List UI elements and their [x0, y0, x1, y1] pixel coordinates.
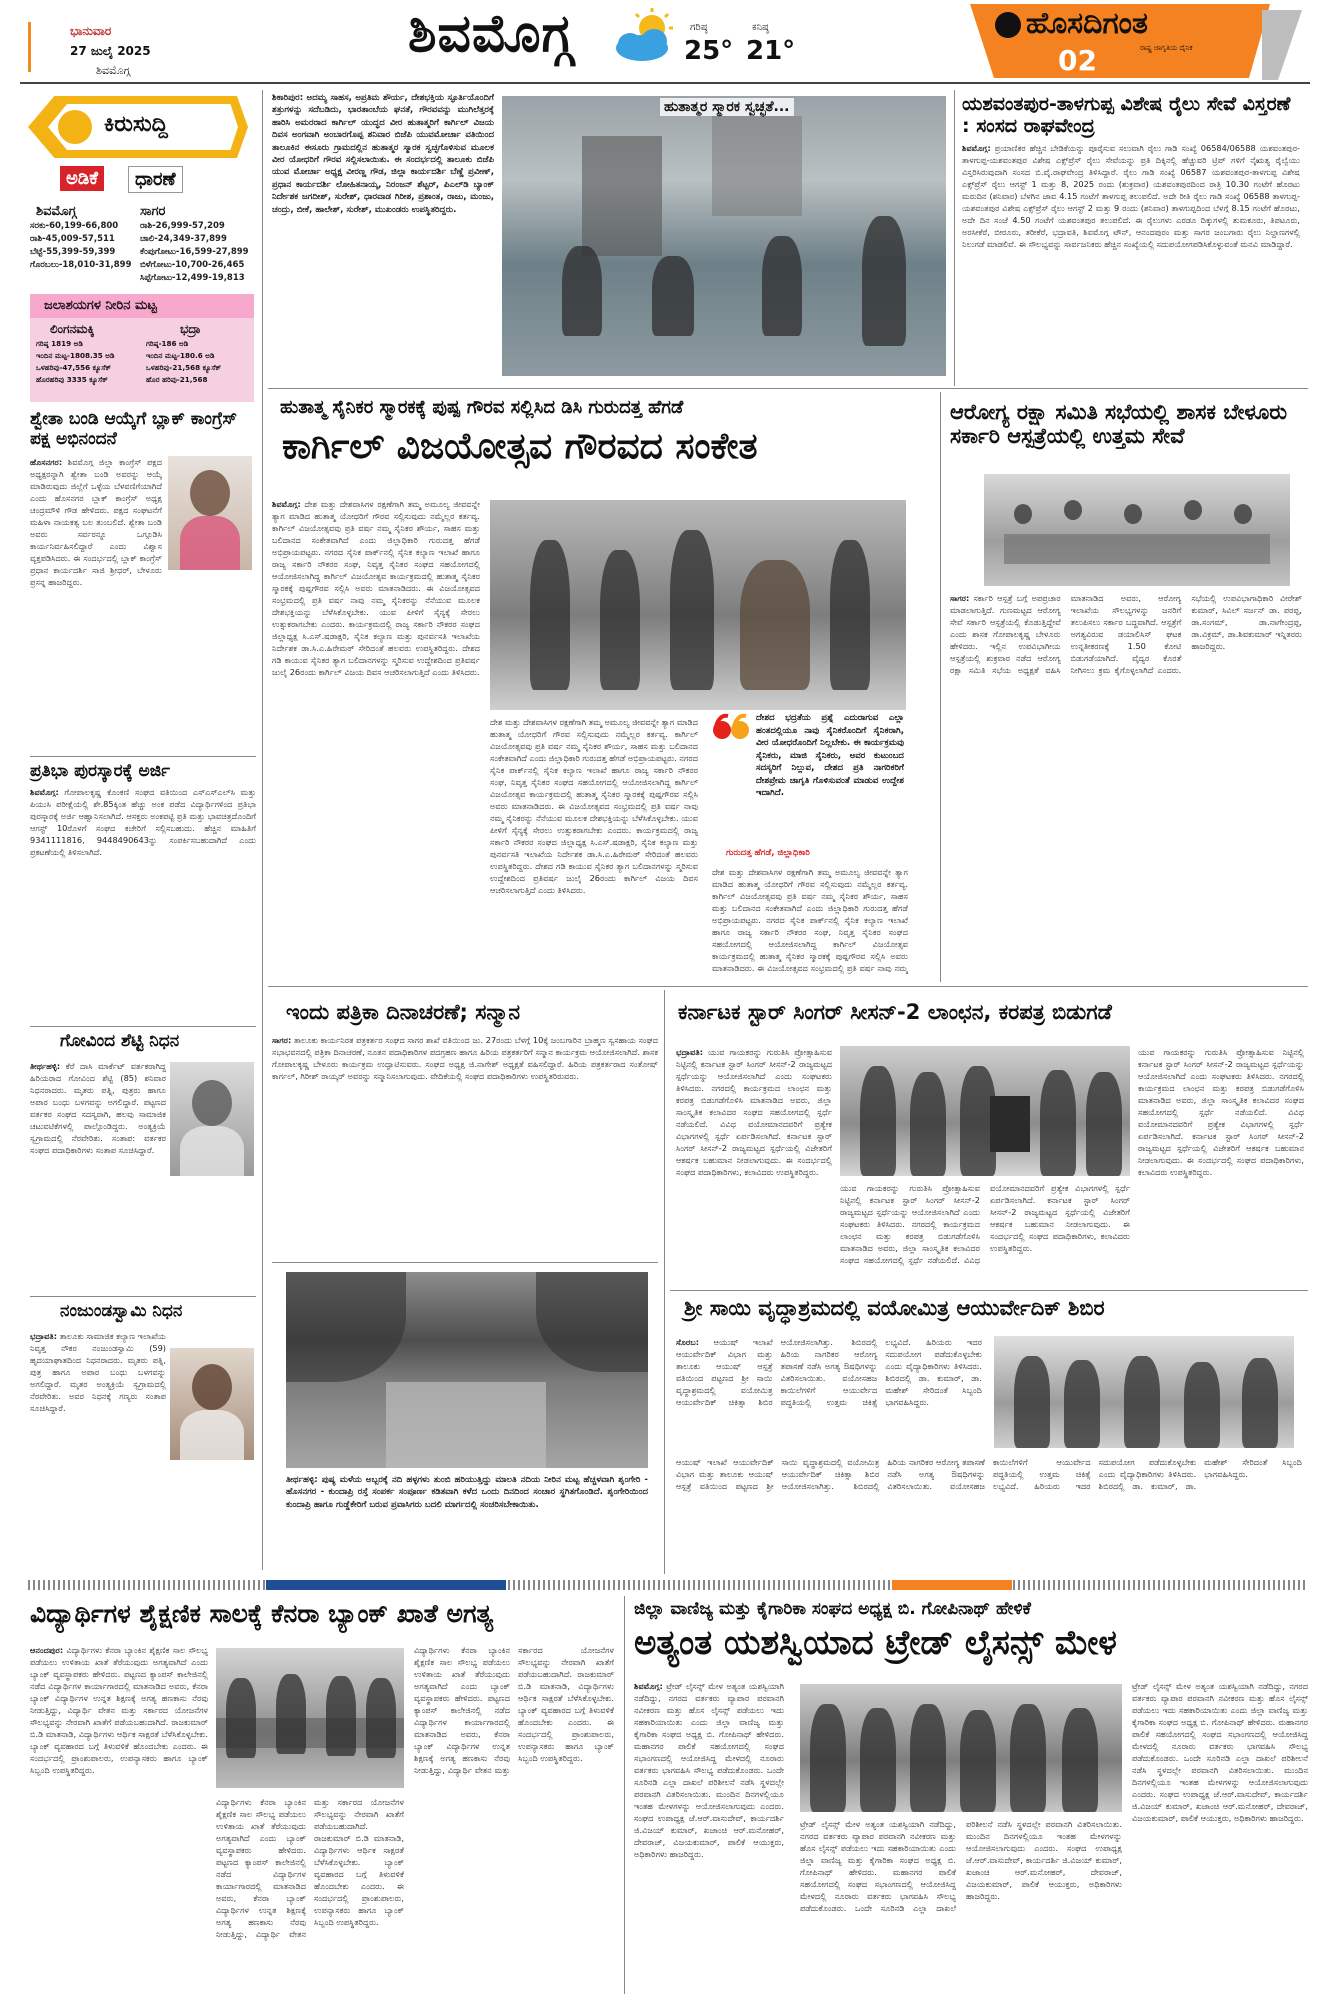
column-rule — [624, 1596, 625, 1994]
kargil-headline: ಕಾರ್ಗಿಲ್ ವಿಜಯೋತ್ಸವ ಗೌರವದ ಸಂಕೇತ — [282, 426, 758, 467]
singer-dateline: ಭದ್ರಾವತಿ: — [676, 1047, 704, 1057]
market-right-title: ಸಾಗರ — [140, 204, 166, 219]
ayurveda-text: ಆಯುಷ್ ಇಲಾಖೆ ಆಯುರ್ವೇದಿಕ್ ವಿಭಾಗ ಮತ್ತು ತಾಲೂಕು ಆಯುಷ್ ಆಸ್ಪತ್ರೆ ವತಿಯಿಂದ ಪಟ್ಟಣದ ಶ್ರೀ ಸಾಯಿ ವೃದ್ಧಾಶ್ರಮದಲ್ಲಿ ವಯೋಮಿತ್ರ ಆಯುರ್ವೇದಿಕ್ ಚಿಕಿತ್ಸಾ ಶಿಬಿರ ಆಯೋಜಿಸಲಾಗಿತ್ತು. ಶಿಬಿರದಲ್ಲಿ ಹಿರಿಯ ನಾಗರಿಕರ ಆರೋಗ್ಯ ತಪಾಸಣೆ ನಡೆಸಿ ಅಗತ್ಯ ಔಷಧಿಗಳನ್ನು ವಿತರಿಸಲಾಯಿತು. ವಯೋಸಹಜ ಕಾಯಿಲೆಗಳಿಗೆ ಆಯುರ್ವೇದ ಪದ್ಧತಿಯಲ್ಲಿ ಉತ್ತಮ ಚಿಕಿತ್ಸೆ ಲಭ್ಯವಿದೆ. ಹಿರಿಯರು ಇದರ ಸದುಪಯೋಗ ಪಡೆದುಕೊಳ್ಳಬೇಕು ಎಂದು ವೈದ್ಯಾಧಿಕಾರಿಗಳು ತಿಳಿಸಿದರು. ಶಿಬಿರದಲ್ಲಿ ಡಾ. ಕುಮಾರ್, ಡಾ. ಮಹೇಶ್ ಸೇರಿದಂತೆ ಸಿಬ್ಬಂದಿ ಭಾಗವಹಿಸಿದ್ದರು. — [676, 1337, 982, 1407]
column-rule — [664, 990, 665, 1574]
memorial-cleaning-photo — [502, 96, 946, 376]
rate-right-2: ಕೆಂಪುಗೋಟು-16,599-27,899 — [140, 247, 249, 257]
min-temp: 21° — [746, 36, 796, 66]
kargil-body-col2 — [490, 716, 698, 974]
patrika-dateline: ಸಾಗರ: — [272, 1035, 292, 1045]
hospital-meeting-photo — [984, 474, 1290, 586]
kargil-text-cont: ದೇಶ ಮತ್ತು ದೇಶವಾಸಿಗಳ ರಕ್ಷಣೆಗಾಗಿ ತಮ್ಮ ಅಮೂಲ್ಯ ಜೀವವನ್ನೇ ತ್ಯಾಗ ಮಾಡಿದ ಹುತಾತ್ಮ ಯೋಧರಿಗೆ ಗೌರವ ಸಲ್ಲಿಸುವುದು ನಮ್ಮೆಲ್ಲರ ಕರ್ತವ್ಯ. ಕಾರ್ಗಿಲ್ ವಿಜಯೋತ್ಸವವು ಪ್ರತಿ ವರ್ಷ ನಮ್ಮ ಸೈನಿಕರ ಶೌರ್ಯ, ಸಾಹಸ ಮತ್ತು ಬಲಿದಾನದ ಸಂಕೇತವಾಗಿದೆ ಎಂದು ಜಿಲ್ಲಾಧಿಕಾರಿ ಗುರುದತ್ತ ಹೆಗಡೆ ಅಭಿಪ್ರಾಯಪಟ್ಟರು. ನಗರದ ಸೈನಿಕ ಪಾರ್ಕ್‌ನಲ್ಲಿ ಸೈನಿಕ ಕಲ್ಯಾಣ ಇಲಾಖೆ ಹಾಗೂ ರಾಜ್ಯ ಸರ್ಕಾರಿ ನೌಕರರ ಸಂಘ, ನಿವೃತ್ತ ಸೈನಿಕರ ಸಂಘದ ಸಹಯೋಗದಲ್ಲಿ ಆಯೋಜಿಸಲಾಗಿದ್ದ ಕಾರ್ಗಿಲ್ ವಿಜಯೋತ್ಸವ ಕಾರ್ಯಕ್ರಮದಲ್ಲಿ ಹುತಾತ್ಮ ಸೈನಿಕರ ಸ್ಮಾರಕಕ್ಕೆ ಪುಷ್ಪಗೌರವ ಸಲ್ಲಿಸಿ ಅವರು ಮಾತನಾಡಿದರು. ಈ ವಿಜಯೋತ್ಸವದ ಸಂಭ್ರಮದಲ್ಲಿ ಪ್ರತಿ ವರ್ಷ ನಾವು ನಮ್ಮ ಸೈನಿಕರನ್ನು ನೆನೆಯುವ ಮೂಲಕ ದೇಶಭಕ್ತಿಯನ್ನು ಬೆಳೆಸಿಕೊಳ್ಳಬೇಕು. ಯುವ ಪೀಳಿಗೆ ಸೈನ್ಯಕ್ಕೆ ಸೇರಲು ಉತ್ಸುಕರಾಗಬೇಕು ಎಂದರು. ಕಾರ್ಯಕ್ರಮದಲ್ಲಿ ರಾಜ್ಯ ಸರ್ಕಾರಿ ನೌಕರರ ಸಂಘದ ಜಿಲ್ಲಾಧ್ಯಕ್ಷ ಸಿ.ಎಸ್.ಷಡಾಕ್ಷರಿ, ಸೈನಿಕ ಕಲ್ಯಾಣ ಮತ್ತು ಪುನರ್ವಸತಿ ಇಲಾಖೆಯ ನಿರ್ದೇಶಕ ಡಾ.ಸಿ.ಎ.ಹಿರೇಮಠ್ ಸೇರಿದಂತೆ ಹಲವರು ಉಪಸ್ಥಿತರಿದ್ದರು. ದೇಶದ ಗಡಿ ಕಾಯುವ ಸೈನಿಕರ ತ್ಯಾಗ ಬಲಿದಾನಗಳನ್ನು ಸ್ಮರಿಸುವ ಉದ್ದೇಶದಿಂದ ಪ್ರತಿವರ್ಷ ಜುಲೈ 26ರಂದು ಕಾರ್ಗಿಲ್ ವಿಜಯ ದಿವಸ ಆಚರಿಸಲಾಗುತ್ತಿದೆ ಎಂದು ತಿಳಿಸಿದರು. — [490, 717, 698, 895]
masthead-date: 27 ಜುಲೈ 2025 — [70, 44, 151, 58]
dam1-name: ಲಿಂಗನಮಕ್ಕಿ — [50, 322, 95, 336]
shweta-body — [30, 456, 162, 624]
rule — [670, 1290, 1308, 1291]
ayurveda-headline: ಶ್ರೀ ಸಾಯಿ ವೃದ್ಧಾಶ್ರಮದಲ್ಲಿ ವಯೋಮಿತ್ರ ಆಯುರ್ವೇದಿಕ್ ಶಿಬಿರ — [684, 1296, 1105, 1320]
column-rule — [262, 90, 263, 1570]
canara-text: ವಿದ್ಯಾರ್ಥಿಗಳು ಕೆನರಾ ಬ್ಯಾಂಕಿನ ಶೈಕ್ಷಣಿಕ ಸಾಲ ಸೌಲಭ್ಯ ಪಡೆಯಲು ಉಳಿತಾಯ ಖಾತೆ ತೆರೆಯುವುದು ಅಗತ್ಯವಾಗಿದೆ ಎಂದು ಬ್ಯಾಂಕ್ ವ್ಯವಸ್ಥಾಪಕರು ಹೇಳಿದರು. ಪಟ್ಟಣದ ಕ್ಯಾಂಪಸ್ ಕಾಲೇಜಿನಲ್ಲಿ ನಡೆದ ವಿದ್ಯಾರ್ಥಿಗಳ ಕಾರ್ಯಾಗಾರದಲ್ಲಿ ಮಾತನಾಡಿದ ಅವರು, ಕೆನರಾ ಬ್ಯಾಂಕ್ ವಿದ್ಯಾರ್ಥಿಗಳ ಉನ್ನತ ಶಿಕ್ಷಣಕ್ಕೆ ಅಗತ್ಯ ಹಣಕಾಸು ನೆರವು ನೀಡುತ್ತಿದ್ದು, ವಿದ್ಯಾರ್ಥಿ ವೇತನ ಮತ್ತು ಸರ್ಕಾರದ ಯೋಜನೆಗಳ ಸೌಲಭ್ಯವನ್ನು ನೇರವಾಗಿ ಖಾತೆಗೆ ಪಡೆಯಬಹುದಾಗಿದೆ. ರಾಜಕುಮಾರ್ ಬಿ.ಡಿ ಮಾತನಾಡಿ, ವಿದ್ಯಾರ್ಥಿಗಳು ಆರ್ಥಿಕ ಸಾಕ್ಷರತೆ ಬೆಳೆಸಿಕೊಳ್ಳಬೇಕು. ಬ್ಯಾಂಕ್ ವ್ಯವಹಾರದ ಬಗ್ಗೆ ತಿಳುವಳಿಕೆ ಹೊಂದಬೇಕು ಎಂದರು. ಈ ಸಂದರ್ಭದಲ್ಲಿ ಪ್ರಾಂಶುಪಾಲರು, ಉಪನ್ಯಾಸಕರು ಹಾಗೂ ಬ್ಯಾಂಕ್ ಸಿಬ್ಬಂದಿ ಉಪಸ್ಥಿತರಿದ್ದರು. — [30, 1645, 208, 1775]
ayurveda-dateline: ಸೊರಬ: — [676, 1337, 700, 1347]
shweta-dateline: ಹೊಸನಗರ: — [30, 457, 63, 467]
brand-banner-grey — [1262, 10, 1302, 80]
ayurveda-body-col1 — [676, 1336, 982, 1452]
market-left-title: ಶಿವಮೊಗ್ಗ — [36, 204, 77, 219]
kargil-dateline: ಶಿವಮೊಗ್ಗ: — [272, 499, 301, 509]
govinda-text: ಕೆರೆ ದಾಸಿ ಮಾರ್ಕೆಟ್ ವರ್ತಕರಾಗಿದ್ದ ಹಿರಿಯರಾದ ಗೋವಿಂದ ಶೆಟ್ಟಿ (85) ಶನಿವಾರ ನಿಧನರಾದರು. ಮೃತರು ಪತ್ನಿ, ಪುತ್ರರು ಹಾಗೂ ಅಪಾರ ಬಂಧು ಬಳಗವನ್ನು ಅಗಲಿದ್ದಾರೆ. ಪಟ್ಟಣದ ವರ್ತಕರ ಸಂಘದ ಸದಸ್ಯರಾಗಿ, ಹಲವು ಸಾಮಾಜಿಕ ಚಟುವಟಿಕೆಗಳಲ್ಲಿ ಪಾಲ್ಗೊಂಡಿದ್ದರು. ಅಂತ್ಯಕ್ರಿಯೆ ಸ್ವಗ್ರಾಮದಲ್ಲಿ ನೆರವೇರಿತು. ಸಂತಾಪ: ವರ್ತಕರ ಸಂಘದ ಪದಾಧಿಕಾರಿಗಳು ಸಂತಾಪ ಸೂಚಿಸಿದ್ದಾರೆ. — [30, 1061, 166, 1155]
flood-caption — [286, 1474, 648, 1574]
singer-text-cont: ಯುವ ಗಾಯಕರನ್ನು ಗುರುತಿಸಿ ಪ್ರೋತ್ಸಾಹಿಸುವ ನಿಟ್ಟಿನಲ್ಲಿ ಕರ್ನಾಟಕ ಸ್ಟಾರ್ ಸಿಂಗರ್ ಸೀಸನ್-2 ರಾಜ್ಯಮಟ್ಟದ ಸ್ಪರ್ಧೆಯನ್ನು ಆಯೋಜಿಸಲಾಗಿದೆ ಎಂದು ಸಂಘಟಕರು ತಿಳಿಸಿದರು. ನಗರದಲ್ಲಿ ಕಾರ್ಯಕ್ರಮದ ಲಾಂಛನ ಮತ್ತು ಕರಪತ್ರ ಬಿಡುಗಡೆಗೊಳಿಸಿ ಮಾತನಾಡಿದ ಅವರು, ಜಿಲ್ಲಾ ಸಾಂಸ್ಕೃತಿಕ ಕಲಾವಿದರ ಸಂಘದ ಸಹಯೋಗದಲ್ಲಿ ಸ್ಪರ್ಧೆ ನಡೆಯಲಿದೆ. ವಿವಿಧ ವಯೋಮಾನದವರಿಗೆ ಪ್ರತ್ಯೇಕ ವಿಭಾಗಗಳಲ್ಲಿ ಸ್ಪರ್ಧೆ ಏರ್ಪಡಿಸಲಾಗಿದೆ. ಕರ್ನಾಟಕ ಸ್ಟಾರ್ ಸಿಂಗರ್ ಸೀಸನ್-2 ರಾಜ್ಯಮಟ್ಟದ ಸ್ಪರ್ಧೆಯಲ್ಲಿ ವಿಜೇತರಿಗೆ ಆಕರ್ಷಕ ಬಹುಮಾನ ನೀಡಲಾಗುವುದು. ಈ ಸಂದರ್ಭದಲ್ಲಿ ಸಂಘದ ಪದಾಧಿಕಾರಿಗಳು, ಕಲಾವಿದರು ಉಪಸ್ಥಿತರಿದ್ದರು. — [840, 1183, 1130, 1265]
rate-right-4: ಸಿಪ್ಪೆಗೋಟು-12,499-19,813 — [140, 273, 245, 283]
nanjunda-text: ತಾಲೂಕು ಸಾಮಾಜಿಕ ಕಲ್ಯಾಣ ಇಲಾಖೆಯ ನಿವೃತ್ತ ನೌಕರ ನಂಜುಂಡಸ್ವಾಮಿ (59) ಹೃದಯಾಘಾತದಿಂದ ನಿಧನರಾದರು. ಮೃತರು ಪತ್ನಿ, ಪುತ್ರ ಹಾಗೂ ಅಪಾರ ಬಂಧು ಬಳಗವನ್ನು ಅಗಲಿದ್ದಾರೆ. ಮೃತರ ಅಂತ್ಯಕ್ರಿಯೆ ಸ್ವಗ್ರಾಮದಲ್ಲಿ ನೆರವೇರಿತು. ಅವರ ನಿಧನಕ್ಕೆ ಗಣ್ಯರು ಸಂತಾಪ ಸೂಚಿಸಿದ್ದಾರೆ. — [30, 1331, 166, 1413]
hospital-headline: ಆರೋಗ್ಯ ರಕ್ಷಾ ಸಮಿತಿ ಸಭೆಯಲ್ಲಿ ಶಾಸಕ ಬೇಳೂರು ಸರ್ಕಾರಿ ಆಸ್ಪತ್ರೆಯಲ್ಲಿ ಉತ್ತಮ ಸೇವೆ — [950, 400, 1288, 449]
trade-kicker: ಜಿಲ್ಲಾ ವಾಣಿಜ್ಯ ಮತ್ತು ಕೈಗಾರಿಕಾ ಸಂಘದ ಅಧ್ಯಕ್ಷ ಬಿ. ಗೋಪಿನಾಥ್ ಹೇಳಿಕೆ — [634, 1599, 1031, 1619]
patrika-headline: ಇಂದು ಪತ್ರಿಕಾ ದಿನಾಚರಣೆ; ಸನ್ಮಾನ — [286, 1000, 521, 1024]
pratibha-body — [30, 786, 256, 1022]
page-number: 02 — [1058, 44, 1097, 77]
trade-body-col2 — [800, 1818, 1122, 1992]
nanjunda-body — [30, 1330, 166, 1568]
max-temp: 25° — [684, 36, 734, 66]
pratibha-dateline: ಶಿವಮೊಗ್ಗ: — [30, 787, 59, 797]
memorial-photo-caption: ಹುತಾತ್ಮರ ಸ್ಮಾರಕ ಸ್ವಚ್ಛತೆ... — [660, 98, 794, 116]
brand-logo-icon — [995, 12, 1021, 38]
masthead-rule — [20, 82, 1310, 84]
column-rule — [940, 392, 941, 982]
railway-dateline: ಶಿವಮೊಗ್ಗ: — [962, 143, 991, 153]
section-divider — [28, 1580, 1308, 1590]
railway-text: ಪ್ರಯಾಣಿಕರ ಹೆಚ್ಚಿನ ಬೇಡಿಕೆಯನ್ನು ಪೂರೈಸುವ ಸಲುವಾಗಿ ರೈಲು ಗಾಡಿ ಸಂಖ್ಯೆ 06584/06588 ಯಶವಂತಪುರ-ತಾಳಗುಪ್ಪ-ಯಶವಂತಪುರ ವಿಶೇಷ ಎಕ್ಸ್‌ಪ್ರೆಸ್ ರೈಲು ಸೇವೆಯನ್ನು ಪ್ರತಿ ದಿಕ್ಕಿನಲ್ಲಿ ಹೆಚ್ಚುವರಿ ಟ್ರಿಪ್ ಗಳಿಗೆ ನೈಋತ್ಯ ರೈಲ್ವೆಯು ವಿಸ್ತರಿಸಿರುವುದಾಗಿ ಸಂಸದ ಬಿ.ವೈ.ರಾಘವೇಂದ್ರ ತಿಳಿಸಿದ್ದಾರೆ. ರೈಲು ಗಾಡಿ ಸಂಖ್ಯೆ 06587 ಯಶವಂತಪುರ-ತಾಳಗುಪ್ಪ ವಿಶೇಷ ಎಕ್ಸ್‌ಪ್ರೆಸ್ ರೈಲು ಆಗಸ್ಟ್ 1 ಮತ್ತು 8, 2025 ರಂದು (ಶುಕ್ರವಾರ) ಯಶವಂತಪುರದಿಂದ ರಾತ್ರಿ 10.30 ಗಂಟೆಗೆ ಹೊರಟು ಮರುದಿನ (ಶನಿವಾರ) ಬೆಳಗಿನ ಜಾವ 4.15 ಗಂಟೆಗೆ ತಾಳಗುಪ್ಪ ತಲುಪಲಿದೆ. ಅದೇ ರೀತಿ ರೈಲು ಗಾಡಿ ಸಂಖ್ಯೆ 06588 ತಾಳಗುಪ್ಪ-ಯಶವಂತಪುರ ವಿಶೇಷ ಎಕ್ಸ್‌ಪ್ರೆಸ್ ರೈಲು ಆಗಸ್ಟ್ 2 ಮತ್ತು 9 ರಂದು (ಶನಿವಾರ) ತಾಳಗುಪ್ಪದಿಂದ ಬೆಳಗ್ಗೆ 8.15 ಗಂಟೆಗೆ ಹೊರಟು, ಅದೇ ದಿನ ಸಂಜೆ 4.50 ಗಂಟೆಗೆ ಯಶವಂತಪುರ ತಲುಪಲಿದೆ. ಈ ರೈಲುಗಳು ಎರಡೂ ದಿಕ್ಕುಗಳಲ್ಲಿ ತುಮಕೂರು, ತಿಪಟೂರು, ಅರಸೀಕೆರೆ, ಬೀರೂರು, ತರೀಕೆರೆ, ಭದ್ರಾವತಿ, ಶಿವಮೊಗ್ಗ ಟೌನ್, ಆನಂದಪುರಂ ಮತ್ತು ಸಾಗರ ಜಂಬಗಾರು ರೈಲು ನಿಲ್ದಾಣಗಳಲ್ಲಿ ನಿಲುಗಡೆ ಮಾಡಲಿವೆ. ಈ ಸೌಲಭ್ಯವನ್ನು ಸಾರ್ವಜನಿಕರು ಹೆಚ್ಚಿನ ಸಂಖ್ಯೆಯಲ್ಲಿ ಸದುಪಯೋಗಪಡಿಸಿಕೊಳ್ಳುವಂತೆ ಮನವಿ ಮಾಡಿದ್ದಾರೆ. — [962, 143, 1300, 249]
flood-text: ಪುಷ್ಯ ಮಳೆಯ ಅಬ್ಬರಕ್ಕೆ ನದಿ ಹಳ್ಳಗಳು ತುಂಬಿ ಹರಿಯುತ್ತಿದ್ದು ಮಾಲತಿ ನದಿಯ ನೀರಿನ ಮಟ್ಟ ಹೆಚ್ಚಳವಾಗಿ ಶೃಂಗೇರಿ - ಹೊಸನಗರ - ಕುಂದಾಪ್ರಿ ರಸ್ತೆ ಸಂಪರ್ಕ ಸಂಪೂರ್ಣ ಕಡಿತವಾಗಿ ಕಳೆದ ಒಂದು ದಿನದಿಂದ ಸಂಚಾರ ಸ್ಥಗಿತಗೊಂಡಿದೆ. ಶೃಂಗೇರಿಯಿಂದ ಕುಂದಾಪ್ರಿ ಹಾಗೂ ಗುಡ್ಡೆಕೇರಿಗೆ ಬರುವ ಪ್ರವಾಸಿಗರು ಬದಲಿ ಮಾರ್ಗದಲ್ಲಿ ಸಂಚರಿಸಬೇಕಾಯಿತು. — [286, 1475, 648, 1510]
masthead-place: ಶಿವಮೊಗ್ಗ — [96, 64, 131, 77]
railway-body — [962, 142, 1300, 382]
rate-right-0: ರಾಶಿ-26,999-57,209 — [140, 221, 225, 231]
hospital-dateline: ಸಾಗರ: — [950, 593, 970, 603]
dam1-lines — [36, 338, 144, 386]
trade-body-col3 — [1132, 1680, 1308, 1992]
kargil-body-col1 — [272, 498, 480, 974]
nanjunda-photo — [170, 1348, 254, 1460]
canara-text-cont: ವಿದ್ಯಾರ್ಥಿಗಳು ಕೆನರಾ ಬ್ಯಾಂಕಿನ ಶೈಕ್ಷಣಿಕ ಸಾಲ ಸೌಲಭ್ಯ ಪಡೆಯಲು ಉಳಿತಾಯ ಖಾತೆ ತೆರೆಯುವುದು ಅಗತ್ಯವಾಗಿದೆ ಎಂದು ಬ್ಯಾಂಕ್ ವ್ಯವಸ್ಥಾಪಕರು ಹೇಳಿದರು. ಪಟ್ಟಣದ ಕ್ಯಾಂಪಸ್ ಕಾಲೇಜಿನಲ್ಲಿ ನಡೆದ ವಿದ್ಯಾರ್ಥಿಗಳ ಕಾರ್ಯಾಗಾರದಲ್ಲಿ ಮಾತನಾಡಿದ ಅವರು, ಕೆನರಾ ಬ್ಯಾಂಕ್ ವಿದ್ಯಾರ್ಥಿಗಳ ಉನ್ನತ ಶಿಕ್ಷಣಕ್ಕೆ ಅಗತ್ಯ ಹಣಕಾಸು ನೆರವು ನೀಡುತ್ತಿದ್ದು, ವಿದ್ಯಾರ್ಥಿ ವೇತನ ಮತ್ತು ಸರ್ಕಾರದ ಯೋಜನೆಗಳ ಸೌಲಭ್ಯವನ್ನು ನೇರವಾಗಿ ಖಾತೆಗೆ ಪಡೆಯಬಹುದಾಗಿದೆ. ರಾಜಕುಮಾರ್ ಬಿ.ಡಿ ಮಾತನಾಡಿ, ವಿದ್ಯಾರ್ಥಿಗಳು ಆರ್ಥಿಕ ಸಾಕ್ಷರತೆ ಬೆಳೆಸಿಕೊಳ್ಳಬೇಕು. ಬ್ಯಾಂಕ್ ವ್ಯವಹಾರದ ಬಗ್ಗೆ ತಿಳುವಳಿಕೆ ಹೊಂದಬೇಕು ಎಂದರು. ಈ ಸಂದರ್ಭದಲ್ಲಿ ಪ್ರಾಂಶುಪಾಲರು, ಉಪನ್ಯಾಸಕರು ಹಾಗೂ ಬ್ಯಾಂಕ್ ಸಿಬ್ಬಂದಿ ಉಪಸ್ಥಿತರಿದ್ದರು. — [216, 1797, 404, 1939]
kargil-text-cont2: ದೇಶ ಮತ್ತು ದೇಶವಾಸಿಗಳ ರಕ್ಷಣೆಗಾಗಿ ತಮ್ಮ ಅಮೂಲ್ಯ ಜೀವವನ್ನೇ ತ್ಯಾಗ ಮಾಡಿದ ಹುತಾತ್ಮ ಯೋಧರಿಗೆ ಗೌರವ ಸಲ್ಲಿಸುವುದು ನಮ್ಮೆಲ್ಲರ ಕರ್ತವ್ಯ. ಕಾರ್ಗಿಲ್ ವಿಜಯೋತ್ಸವವು ಪ್ರತಿ ವರ್ಷ ನಮ್ಮ ಸೈನಿಕರ ಶೌರ್ಯ, ಸಾಹಸ ಮತ್ತು ಬಲಿದಾನದ ಸಂಕೇತವಾಗಿದೆ ಎಂದು ಜಿಲ್ಲಾಧಿಕಾರಿ ಗುರುದತ್ತ ಹೆಗಡೆ ಅಭಿಪ್ರಾಯಪಟ್ಟರು. ನಗರದ ಸೈನಿಕ ಪಾರ್ಕ್‌ನಲ್ಲಿ ಸೈನಿಕ ಕಲ್ಯಾಣ ಇಲಾಖೆ ಹಾಗೂ ರಾಜ್ಯ ಸರ್ಕಾರಿ ನೌಕರರ ಸಂಘ, ನಿವೃತ್ತ ಸೈನಿಕರ ಸಂಘದ ಸಹಯೋಗದಲ್ಲಿ ಆಯೋಜಿಸಲಾಗಿದ್ದ ಕಾರ್ಗಿಲ್ ವಿಜಯೋತ್ಸವ ಕಾರ್ಯಕ್ರಮದಲ್ಲಿ ಹುತಾತ್ಮ ಸೈನಿಕರ ಸ್ಮಾರಕಕ್ಕೆ ಪುಷ್ಪಗೌರವ ಸಲ್ಲಿಸಿ ಅವರು ಮಾತನಾಡಿದರು. ಈ ವಿಜಯೋತ್ಸವದ ಸಂಭ್ರಮದಲ್ಲಿ ಪ್ರತಿ ವರ್ಷ ನಾವು ನಮ್ಮ — [712, 867, 908, 973]
trade-text-cont: ಟ್ರೇಡ್ ಲೈಸನ್ಸ್ ಮೇಳ ಅತ್ಯಂತ ಯಶಸ್ವಿಯಾಗಿ ನಡೆದಿದ್ದು, ನಗರದ ವರ್ತಕರು ವ್ಯಾಪಾರ ಪರವಾನಗಿ ನವೀಕರಣ ಮತ್ತು ಹೊಸ ಲೈಸನ್ಸ್ ಪಡೆಯಲು ಇದು ಸಹಕಾರಿಯಾಯಿತು ಎಂದು ಜಿಲ್ಲಾ ವಾಣಿಜ್ಯ ಮತ್ತು ಕೈಗಾರಿಕಾ ಸಂಘದ ಅಧ್ಯಕ್ಷ ಬಿ. ಗೋಪಿನಾಥ್ ಹೇಳಿದರು. ಮಹಾನಗರ ಪಾಲಿಕೆ ಸಹಯೋಗದಲ್ಲಿ ಸಂಘದ ಸಭಾಂಗಣದಲ್ಲಿ ಆಯೋಜಿಸಿದ್ದ ಮೇಳದಲ್ಲಿ ನೂರಾರು ವರ್ತಕರು ಭಾಗವಹಿಸಿ ಸೌಲಭ್ಯ ಪಡೆದುಕೊಂಡರು. ಒಂದೇ ಸೂರಿನಡಿ ಎಲ್ಲಾ ದಾಖಲೆ ಪರಿಶೀಲನೆ ನಡೆಸಿ ಸ್ಥಳದಲ್ಲೇ ಪರವಾನಗಿ ವಿತರಿಸಲಾಯಿತು. ಮುಂದಿನ ದಿನಗಳಲ್ಲಿಯೂ ಇಂತಹ ಮೇಳಗಳನ್ನು ಆಯೋಜಿಸಲಾಗುವುದು ಎಂದರು. ಸಂಘದ ಉಪಾಧ್ಯಕ್ಷ ಜೆ.ಆರ್.ವಾಸುದೇವ್, ಕಾರ್ಯದರ್ಶಿ ಜಿ.ವಿಜಯ್ ಕುಮಾರ್, ಖಜಾಂಚಿ ಆರ್.ಮನೋಹರ್, ದೇವರಾಜ್, ವಿಜಯಕುಮಾರ್, ಪಾಲಿಕೆ ಆಯುಕ್ತರು, ಅಧಿಕಾರಿಗಳು ಹಾಜರಿದ್ದರು. — [800, 1819, 1122, 1913]
quote-icon — [712, 712, 752, 742]
dam1-line-1: ಇಂದಿನ ಮಟ್ಟ-1808.35 ಅಡಿ — [36, 351, 115, 360]
patrika-body — [272, 1034, 658, 1260]
dam2-line-2: ಒಳಹರಿವು-21,568 ಕ್ಯೂಸೆಕ್ — [146, 363, 222, 372]
singer-body-col1 — [676, 1046, 832, 1286]
dam1-line-0: ಗರಿಷ್ಠ 1819 ಅಡಿ — [36, 339, 83, 348]
singer-body-col3 — [1138, 1046, 1304, 1286]
govinda-headline: ಗೋವಿಂದ ಶೆಟ್ಟಿ ನಿಧನ — [60, 1031, 180, 1051]
rate-left-0: ಸರಕು-60,199-66,800 — [30, 221, 119, 231]
pratibha-text: ಗೋಪಾಲಕೃಷ್ಣ ಕೊಂಕಣಿ ಸಂಘದ ವತಿಯಿಂದ ಎಸ್ಎಸ್ಎಲ್‌ಸಿ ಮತ್ತು ಪಿಯುಸಿ ಪರೀಕ್ಷೆಯಲ್ಲಿ ಶೇ.85ಕ್ಕಿಂತ ಹೆಚ್ಚು ಅಂಕ ಪಡೆದ ವಿದ್ಯಾರ್ಥಿಗಳಿಂದ ಪ್ರತಿಭಾ ಪುರಸ್ಕಾರಕ್ಕೆ ಅರ್ಜಿ ಆಹ್ವಾನಿಸಲಾಗಿದೆ. ಆಸಕ್ತರು ಅಂಕಪಟ್ಟಿ ಪ್ರತಿ ಮತ್ತು ಭಾವಚಿತ್ರದೊಂದಿಗೆ ಆಗಸ್ಟ್ 10ರೊಳಗೆ ಸಂಘದ ಕಚೇರಿಗೆ ಸಲ್ಲಿಸಬಹುದು. ಹೆಚ್ಚಿನ ಮಾಹಿತಿಗೆ 9341111816, 9448490643ನ್ನು ಸಂಪರ್ಕಿಸಬಹುದಾಗಿದೆ ಎಂದು ಪ್ರಕಟಣೆಯಲ್ಲಿ ತಿಳಿಸಲಾಗಿದೆ. — [30, 787, 256, 857]
masthead-day: ಭಾನುವಾರ — [70, 24, 112, 38]
rule — [30, 756, 256, 757]
kargil-quote: ದೇಶದ ಭದ್ರತೆಯ ಪ್ರಶ್ನೆ ಎದುರಾಗುವ ಎಲ್ಲಾ ಹಂತದಲ್ಲಿಯೂ ನಾವು ಸೈನಿಕರೊಂದಿಗೆ ಸೈನಿಕರಾಗಿ, ವೀರ ಯೋಧರೊಂದಿಗೆ ನಿಲ್ಲಬೇಕು. ಈ ಕಾರ್ಯಕ್ರಮವು ಸೈನಿಕರು, ಮಾಜಿ ಸೈನಿಕರು, ಅವರ ಕುಟುಂಬದ ಸದಸ್ಯರಿಗೆ ನಿಲ್ಲುವ, ದೇಶದ ಪ್ರತಿ ನಾಗರಿಕರಿಗೆ ದೇಶಪ್ರೇಮ ಜಾಗೃತಿ ಗೊಳಿಸುವಂತೆ ಮಾಡುವ ಉದ್ದೇಶ ಇದಾಗಿದೆ. — [756, 713, 904, 798]
adike-label-red: ಅಡಿಕೆ — [60, 166, 104, 191]
min-temp-label: ಕನಿಷ್ಠ — [752, 22, 769, 33]
kargil-kicker: ಹುತಾತ್ಮ ಸೈನಿಕರ ಸ್ಮಾರಕಕ್ಕೆ ಪುಷ್ಪ ಗೌರವ ಸಲ್ಲಿಸಿದ ಡಿಸಿ ಗುರುದತ್ತ ಹೆಗಡೆ — [280, 397, 684, 418]
shweta-headline: ಶ್ವೇತಾ ಬಂಡಿ ಆಯ್ಕೆಗೆ ಬ್ಲಾಕ್ ಕಾಂಗ್ರೆಸ್ ಪಕ್ಷ ಅಭಿನಂದನೆ — [30, 409, 238, 449]
shweta-text: ಶಿವಮೊಗ್ಗ ಜಿಲ್ಲಾ ಕಾಂಗ್ರೆಸ್ ಪಕ್ಷದ ಅಧ್ಯಕ್ಷರನ್ನಾಗಿ ಶ್ವೇತಾ ಬಂಡಿ ಅವರನ್ನು ಆಯ್ಕೆ ಮಾಡಿರುವುದು ಜಿಲ್ಲೆಗೆ ಒಳ್ಳೆಯ ಬೆಳವಣಿಗೆಯಾಗಿದೆ ಎಂದು ಹೊಸನಗರ ಬ್ಲಾಕ್ ಕಾಂಗ್ರೆಸ್ ಅಧ್ಯಕ್ಷ ಚಂದ್ರಮೌಳಿ ಗೌಡ ಹೇಳಿದರು. ಪಕ್ಷದ ಸಂಘಟನೆಗೆ ಮಹಿಳಾ ನಾಯಕತ್ವ ಬಲ ತುಂಬಲಿದೆ. ಶ್ವೇತಾ ಬಂಡಿ ಅವರು ಸರ್ವರನ್ನೂ ಒಗ್ಗೂಡಿಸಿ ಕಾರ್ಯನಿರ್ವಹಿಸಲಿದ್ದಾರೆ ಎಂದು ವಿಶ್ವಾಸ ವ್ಯಕ್ತಪಡಿಸಿದರು. ಈ ಸಂದರ್ಭದಲ್ಲಿ ಬ್ಲಾಕ್ ಕಾಂಗ್ರೆಸ್ ಪ್ರಧಾನ ಕಾರ್ಯದರ್ಶಿ ಸಾಜಿ ಶ್ರೀಧರ್, ಬೇಳೂರು ಪ್ರಸನ್ನ ಹಾಜರಿದ್ದರು. — [30, 457, 162, 587]
dam2-line-1: ಇಂದಿನ ಮಟ್ಟ-180.6 ಅಡಿ — [146, 351, 215, 360]
dam1-line-3: ಹೊರಹರಿವು 3335 ಕ್ಯೂಸೆಕ್ — [36, 375, 108, 384]
canara-headline: ವಿದ್ಯಾರ್ಥಿಗಳ ಶೈಕ್ಷಣಿಕ ಸಾಲಕ್ಕೆ ಕೆನರಾ ಬ್ಯಾಂಕ್ ಖಾತೆ ಅಗತ್ಯ — [30, 1599, 494, 1628]
section-divider-orange — [892, 1580, 1012, 1590]
canara-body-col1 — [30, 1644, 208, 1992]
trade-text-cont2: ಟ್ರೇಡ್ ಲೈಸನ್ಸ್ ಮೇಳ ಅತ್ಯಂತ ಯಶಸ್ವಿಯಾಗಿ ನಡೆದಿದ್ದು, ನಗರದ ವರ್ತಕರು ವ್ಯಾಪಾರ ಪರವಾನಗಿ ನವೀಕರಣ ಮತ್ತು ಹೊಸ ಲೈಸನ್ಸ್ ಪಡೆಯಲು ಇದು ಸಹಕಾರಿಯಾಯಿತು ಎಂದು ಜಿಲ್ಲಾ ವಾಣಿಜ್ಯ ಮತ್ತು ಕೈಗಾರಿಕಾ ಸಂಘದ ಅಧ್ಯಕ್ಷ ಬಿ. ಗೋಪಿನಾಥ್ ಹೇಳಿದರು. ಮಹಾನಗರ ಪಾಲಿಕೆ ಸಹಯೋಗದಲ್ಲಿ ಸಂಘದ ಸಭಾಂಗಣದಲ್ಲಿ ಆಯೋಜಿಸಿದ್ದ ಮೇಳದಲ್ಲಿ ನೂರಾರು ವರ್ತಕರು ಭಾಗವಹಿಸಿ ಸೌಲಭ್ಯ ಪಡೆದುಕೊಂಡರು. ಒಂದೇ ಸೂರಿನಡಿ ಎಲ್ಲಾ ದಾಖಲೆ ಪರಿಶೀಲನೆ ನಡೆಸಿ ಸ್ಥಳದಲ್ಲೇ ಪರವಾನಗಿ ವಿತರಿಸಲಾಯಿತು. ಮುಂದಿನ ದಿನಗಳಲ್ಲಿಯೂ ಇಂತಹ ಮೇಳಗಳನ್ನು ಆಯೋಜಿಸಲಾಗುವುದು ಎಂದರು. ಸಂಘದ ಉಪಾಧ್ಯಕ್ಷ ಜೆ.ಆರ್.ವಾಸುದೇವ್, ಕಾರ್ಯದರ್ಶಿ ಜಿ.ವಿಜಯ್ ಕುಮಾರ್, ಖಜಾಂಚಿ ಆರ್.ಮನೋಹರ್, ದೇವರಾಜ್, ವಿಜಯಕುಮಾರ್, ಪಾಲಿಕೆ ಆಯುಕ್ತರು, ಅಧಿಕಾರಿಗಳು ಹಾಜರಿದ್ದರು. — [1132, 1681, 1308, 1823]
dam2-name: ಭದ್ರಾ — [180, 322, 201, 336]
canara-text-cont2: ವಿದ್ಯಾರ್ಥಿಗಳು ಕೆನರಾ ಬ್ಯಾಂಕಿನ ಶೈಕ್ಷಣಿಕ ಸಾಲ ಸೌಲಭ್ಯ ಪಡೆಯಲು ಉಳಿತಾಯ ಖಾತೆ ತೆರೆಯುವುದು ಅಗತ್ಯವಾಗಿದೆ ಎಂದು ಬ್ಯಾಂಕ್ ವ್ಯವಸ್ಥಾಪಕರು ಹೇಳಿದರು. ಪಟ್ಟಣದ ಕ್ಯಾಂಪಸ್ ಕಾಲೇಜಿನಲ್ಲಿ ನಡೆದ ವಿದ್ಯಾರ್ಥಿಗಳ ಕಾರ್ಯಾಗಾರದಲ್ಲಿ ಮಾತನಾಡಿದ ಅವರು, ಕೆನರಾ ಬ್ಯಾಂಕ್ ವಿದ್ಯಾರ್ಥಿಗಳ ಉನ್ನತ ಶಿಕ್ಷಣಕ್ಕೆ ಅಗತ್ಯ ಹಣಕಾಸು ನೆರವು ನೀಡುತ್ತಿದ್ದು, ವಿದ್ಯಾರ್ಥಿ ವೇತನ ಮತ್ತು ಸರ್ಕಾರದ ಯೋಜನೆಗಳ ಸೌಲಭ್ಯವನ್ನು ನೇರವಾಗಿ ಖಾತೆಗೆ ಪಡೆಯಬಹುದಾಗಿದೆ. ರಾಜಕುಮಾರ್ ಬಿ.ಡಿ ಮಾತನಾಡಿ, ವಿದ್ಯಾರ್ಥಿಗಳು ಆರ್ಥಿಕ ಸಾಕ್ಷರತೆ ಬೆಳೆಸಿಕೊಳ್ಳಬೇಕು. ಬ್ಯಾಂಕ್ ವ್ಯವಹಾರದ ಬಗ್ಗೆ ತಿಳುವಳಿಕೆ ಹೊಂದಬೇಕು ಎಂದರು. ಈ ಸಂದರ್ಭದಲ್ಲಿ ಪ್ರಾಂಶುಪಾಲರು, ಉಪನ್ಯಾಸಕರು ಹಾಗೂ ಬ್ಯಾಂಕ್ ಸಿಬ್ಬಂದಿ ಉಪಸ್ಥಿತರಿದ್ದರು. — [414, 1645, 614, 1775]
kargil-quote-by: ಗುರುದತ್ತ ಹೆಗಡೆ, ಜಿಲ್ಲಾಧಿಕಾರಿ — [726, 848, 810, 858]
rule — [30, 1296, 256, 1297]
rate-right-1: ಚಾಲಿ-24,349-37,899 — [140, 234, 227, 244]
govinda-body — [30, 1060, 166, 1286]
weather-icon — [610, 6, 680, 64]
kargil-tribute-photo — [490, 500, 906, 710]
singer-text: ಯುವ ಗಾಯಕರನ್ನು ಗುರುತಿಸಿ ಪ್ರೋತ್ಸಾಹಿಸುವ ನಿಟ್ಟಿನಲ್ಲಿ ಕರ್ನಾಟಕ ಸ್ಟಾರ್ ಸಿಂಗರ್ ಸೀಸನ್-2 ರಾಜ್ಯಮಟ್ಟದ ಸ್ಪರ್ಧೆಯನ್ನು ಆಯೋಜಿಸಲಾಗಿದೆ ಎಂದು ಸಂಘಟಕರು ತಿಳಿಸಿದರು. ನಗರದಲ್ಲಿ ಕಾರ್ಯಕ್ರಮದ ಲಾಂಛನ ಮತ್ತು ಕರಪತ್ರ ಬಿಡುಗಡೆಗೊಳಿಸಿ ಮಾತನಾಡಿದ ಅವರು, ಜಿಲ್ಲಾ ಸಾಂಸ್ಕೃತಿಕ ಕಲಾವಿದರ ಸಂಘದ ಸಹಯೋಗದಲ್ಲಿ ಸ್ಪರ್ಧೆ ನಡೆಯಲಿದೆ. ವಿವಿಧ ವಯೋಮಾನದವರಿಗೆ ಪ್ರತ್ಯೇಕ ವಿಭಾಗಗಳಲ್ಲಿ ಸ್ಪರ್ಧೆ ಏರ್ಪಡಿಸಲಾಗಿದೆ. ಕರ್ನಾಟಕ ಸ್ಟಾರ್ ಸಿಂಗರ್ ಸೀಸನ್-2 ರಾಜ್ಯಮಟ್ಟದ ಸ್ಪರ್ಧೆಯಲ್ಲಿ ವಿಜೇತರಿಗೆ ಆಕರ್ಷಕ ಬಹುಮಾನ ನೀಡಲಾಗುವುದು. ಈ ಸಂದರ್ಭದಲ್ಲಿ ಸಂಘದ ಪದಾಧಿಕಾರಿಗಳು, ಕಲಾವಿದರು ಉಪಸ್ಥಿತರಿದ್ದರು. — [676, 1047, 832, 1177]
ayurveda-text-cont: ಆಯುಷ್ ಇಲಾಖೆ ಆಯುರ್ವೇದಿಕ್ ವಿಭಾಗ ಮತ್ತು ತಾಲೂಕು ಆಯುಷ್ ಆಸ್ಪತ್ರೆ ವತಿಯಿಂದ ಪಟ್ಟಣದ ಶ್ರೀ ಸಾಯಿ ವೃದ್ಧಾಶ್ರಮದಲ್ಲಿ ವಯೋಮಿತ್ರ ಆಯುರ್ವೇದಿಕ್ ಚಿಕಿತ್ಸಾ ಶಿಬಿರ ಆಯೋಜಿಸಲಾಗಿತ್ತು. ಶಿಬಿರದಲ್ಲಿ ಹಿರಿಯ ನಾಗರಿಕರ ಆರೋಗ್ಯ ತಪಾಸಣೆ ನಡೆಸಿ ಅಗತ್ಯ ಔಷಧಿಗಳನ್ನು ವಿತರಿಸಲಾಯಿತು. ವಯೋಸಹಜ ಕಾಯಿಲೆಗಳಿಗೆ ಆಯುರ್ವೇದ ಪದ್ಧತಿಯಲ್ಲಿ ಉತ್ತಮ ಚಿಕಿತ್ಸೆ ಲಭ್ಯವಿದೆ. ಹಿರಿಯರು ಇದರ ಸದುಪಯೋಗ ಪಡೆದುಕೊಳ್ಳಬೇಕು ಎಂದು ವೈದ್ಯಾಧಿಕಾರಿಗಳು ತಿಳಿಸಿದರು. ಶಿಬಿರದಲ್ಲಿ ಡಾ. ಕುಮಾರ್, ಡಾ. ಮಹೇಶ್ ಸೇರಿದಂತೆ ಸಿಬ್ಬಂದಿ ಭಾಗವಹಿಸಿದ್ದರು. — [676, 1457, 1302, 1491]
top-caption-text: ಅದಮ್ಯ ಸಾಹಸ, ಅಪ್ರತಿಮ ಶೌರ್ಯ, ದೇಶಭಕ್ತಿಯ ಸ್ಫೂರ್ತಿಯೊಂದಿಗೆ ಶತ್ರುಗಳನ್ನು ಸದೆಬಡಿದು, ಭಾರತಾಂಬೆಯ ಘನತೆ, ಗೌರವವನ್ನು ಮುಗಿಲೆತ್ತರಕ್ಕೆ ಹಾರಿಸಿ ಅಮರರಾದ ಕಾರ್ಗಿಲ್ ಯುದ್ಧದ ವೀರ ಹುತಾತ್ಮರಿಗೆ ಕಾರ್ಗಿಲ್ ವಿಜಯ ದಿವಸ ಅಂಗವಾಗಿ ಅಂಬಾರಗೊಪ್ಪ ಶನಿವಾರ ಬಿಜೆಪಿ ಯುವಮೋರ್ಚಾ ವತಿಯಿಂದ ತಾಲೂಕಿನ ಈಸೂರು ಗ್ರಾಮದಲ್ಲಿನ ಹುತಾತ್ಮರ ಸ್ಮಾರಕ ಸ್ವಚ್ಛಗೊಳಿಸುವ ಮೂಲಕ ವೀರ ಯೋಧರಿಗೆ ಗೌರವ ಸಲ್ಲಿಸಲಾಯಿತು. ಈ ಸಂದರ್ಭದಲ್ಲಿ ತಾಲೂಕು ಬಿಜೆಪಿ ಯುವ ಮೋರ್ಚಾ ಅಧ್ಯಕ್ಷ ವೀರಣ್ಣ ಗೌಡ, ಜಿಲ್ಲಾ ಕಾರ್ಯದರ್ಶಿ ಬೆಣ್ಣೆ ಪ್ರವೀಣ್, ಪ್ರಧಾನ ಕಾರ್ಯದರ್ಶಿ ಲೋಹಿತನಾಯ್ಕ, ನಿರಂಜನ್ ಶೆಟ್ಟರ್, ಪಿಎಲ್‌ಡಿ ಬ್ಯಾಂಕ್ ನಿರ್ದೇಶಕ ಜಗದೀಶ್, ಸುರೇಶ್, ಧಾರವಾಡ ಗಿರೀಶ, ಪ್ರಶಾಂತ, ರಾಜು, ಮಂಜು, ಚಂದ್ರು, ಬೀಕೆ, ಹಾಲೇಶ್, ಸುರೇಶ್, ಮುಖಂಡರು ಉಪಸ್ಥಿತರಿದ್ದರು. — [272, 93, 494, 215]
masthead-title: ಶಿವಮೊಗ್ಗ — [408, 4, 574, 64]
rule — [272, 1262, 658, 1263]
canara-body-col3 — [414, 1644, 614, 1992]
hospital-body — [950, 592, 1302, 976]
brand-name: ಹೊಸದಿಗಂತ — [1026, 6, 1148, 41]
section-divider-blue — [266, 1580, 506, 1590]
brand-tagline: ರಾಷ್ಟ್ರ ಜಾಗೃತಿಯ ದೈನಿಕ — [1140, 44, 1193, 52]
flood-dateline: ತೀರ್ಥಹಳ್ಳಿ: — [286, 1475, 318, 1485]
hospital-text: ಸರ್ಕಾರಿ ಆಸ್ಪತ್ರೆ ಬಗ್ಗೆ ಅಪಪ್ರಚಾರ ಮಾಡಲಾಗುತ್ತಿದೆ. ಗುಣಮಟ್ಟದ ಆರೋಗ್ಯ ಸೇವೆ ಸರ್ಕಾರಿ ಆಸ್ಪತ್ರೆಯಲ್ಲಿ ಕೊಡುತ್ತಿದ್ದೇವೆ ಎಂದು ಶಾಸಕ ಗೋಪಾಲಕೃಷ್ಣ ಬೇಳೂರು ಹೇಳಿದರು. ಇಲ್ಲಿನ ಉಪವಿಭಾಗೀಯ ಆಸ್ಪತ್ರೆಯಲ್ಲಿ ಶುಕ್ರವಾರ ನಡೆದ ಆರೋಗ್ಯ ರಕ್ಷಾ ಸಮಿತಿ ಸಭೆಯ ಅಧ್ಯಕ್ಷತೆ ವಹಿಸಿ ಮಾತನಾಡಿದ ಅವರು, ಆರೋಗ್ಯ ಇಲಾಖೆಯ ಸೌಲಭ್ಯಗಳನ್ನು ಜನರಿಗೆ ತಲುಪಿಸಲು ಸರ್ಕಾರ ಬದ್ಧವಾಗಿದೆ. ಆಸ್ಪತ್ರೆಗೆ ಅಗತ್ಯವಿರುವ ಡಯಾಲಿಸಿಸ್ ಘಟಕ ಉನ್ನತೀಕರಣಕ್ಕೆ 1.50 ಕೋಟಿ ಬಿಡುಗಡೆಯಾಗಿದೆ. ವೈದ್ಯರ ಕೊರತೆ ನೀಗಿಸಲು ಕ್ರಮ ಕೈಗೊಳ್ಳಲಾಗಿದೆ ಎಂದರು. ಸಭೆಯಲ್ಲಿ ಉಪವಿಭಾಗಾಧಿಕಾರಿ ವೀರೇಶ್ ಕುಮಾರ್, ಸಿವಿಲ್ ಸರ್ಜನ್ ಡಾ. ಪರಪ್ಪ, ಡಾ.ಸಂಗಮ್, ಡಾ.ನಾಗೇಂದ್ರಪ್ಪ, ಡಾ.ವಿಕ್ರಮ್, ಡಾ.ಶಿವಕುಮಾರ್ ಇನ್ನಿತರರು ಹಾಜರಿದ್ದರು. — [950, 593, 1302, 675]
singer-headline: ಕರ್ನಾಟಕ ಸ್ಟಾರ್ ಸಿಂಗರ್ ಸೀಸನ್-2 ಲಾಂಛನ, ಕರಪತ್ರ ಬಿಡುಗಡೆ — [678, 1000, 1112, 1024]
kirusuddi-icon — [58, 110, 92, 144]
dam1-line-2: ಒಳಹರಿವು-47,556 ಕ್ಯೂಸೆಕ್ — [36, 363, 112, 372]
kargil-body-col3 — [712, 866, 908, 974]
max-temp-label: ಗರಿಷ್ಠ — [690, 22, 708, 33]
column-rule — [954, 90, 955, 386]
rule — [30, 1026, 256, 1027]
canara-body-col2 — [216, 1796, 404, 1992]
kargil-text: ದೇಶ ಮತ್ತು ದೇಶವಾಸಿಗಳ ರಕ್ಷಣೆಗಾಗಿ ತಮ್ಮ ಅಮೂಲ್ಯ ಜೀವವನ್ನೇ ತ್ಯಾಗ ಮಾಡಿದ ಹುತಾತ್ಮ ಯೋಧರಿಗೆ ಗೌರವ ಸಲ್ಲಿಸುವುದು ನಮ್ಮೆಲ್ಲರ ಕರ್ತವ್ಯ. ಕಾರ್ಗಿಲ್ ವಿಜಯೋತ್ಸವವು ಪ್ರತಿ ವರ್ಷ ನಮ್ಮ ಸೈನಿಕರ ಶೌರ್ಯ, ಸಾಹಸ ಮತ್ತು ಬಲಿದಾನದ ಸಂಕೇತವಾಗಿದೆ ಎಂದು ಜಿಲ್ಲಾಧಿಕಾರಿ ಗುರುದತ್ತ ಹೆಗಡೆ ಅಭಿಪ್ರಾಯಪಟ್ಟರು. ನಗರದ ಸೈನಿಕ ಪಾರ್ಕ್‌ನಲ್ಲಿ ಸೈನಿಕ ಕಲ್ಯಾಣ ಇಲಾಖೆ ಹಾಗೂ ರಾಜ್ಯ ಸರ್ಕಾರಿ ನೌಕರರ ಸಂಘ, ನಿವೃತ್ತ ಸೈನಿಕರ ಸಂಘದ ಸಹಯೋಗದಲ್ಲಿ ಆಯೋಜಿಸಲಾಗಿದ್ದ ಕಾರ್ಗಿಲ್ ವಿಜಯೋತ್ಸವ ಕಾರ್ಯಕ್ರಮದಲ್ಲಿ ಹುತಾತ್ಮ ಸೈನಿಕರ ಸ್ಮಾರಕಕ್ಕೆ ಪುಷ್ಪಗೌರವ ಸಲ್ಲಿಸಿ ಅವರು ಮಾತನಾಡಿದರು. ಈ ವಿಜಯೋತ್ಸವದ ಸಂಭ್ರಮದಲ್ಲಿ ಪ್ರತಿ ವರ್ಷ ನಾವು ನಮ್ಮ ಸೈನಿಕರನ್ನು ನೆನೆಯುವ ಮೂಲಕ ದೇಶಭಕ್ತಿಯನ್ನು ಬೆಳೆಸಿಕೊಳ್ಳಬೇಕು. ಯುವ ಪೀಳಿಗೆ ಸೈನ್ಯಕ್ಕೆ ಸೇರಲು ಉತ್ಸುಕರಾಗಬೇಕು ಎಂದರು. ಕಾರ್ಯಕ್ರಮದಲ್ಲಿ ರಾಜ್ಯ ಸರ್ಕಾರಿ ನೌಕರರ ಸಂಘದ ಜಿಲ್ಲಾಧ್ಯಕ್ಷ ಸಿ.ಎಸ್.ಷಡಾಕ್ಷರಿ, ಸೈನಿಕ ಕಲ್ಯಾಣ ಮತ್ತು ಪುನರ್ವಸತಿ ಇಲಾಖೆಯ ನಿರ್ದೇಶಕ ಡಾ.ಸಿ.ಎ.ಹಿರೇಮಠ್ ಸೇರಿದಂತೆ ಹಲವರು ಉಪಸ್ಥಿತರಿದ್ದರು. ದೇಶದ ಗಡಿ ಕಾಯುವ ಸೈನಿಕರ ತ್ಯಾಗ ಬಲಿದಾನಗಳನ್ನು ಸ್ಮರಿಸುವ ಉದ್ದೇಶದಿಂದ ಪ್ರತಿವರ್ಷ ಜುಲೈ 26ರಂದು ಕಾರ್ಗಿಲ್ ವಿಜಯ ದಿವಸ ಆಚರಿಸಲಾಗುತ್ತಿದೆ ಎಂದು ತಿಳಿಸಿದರು. — [272, 499, 480, 677]
trade-headline: ಅತ್ಯಂತ ಯಶಸ್ವಿಯಾದ ಟ್ರೇಡ್ ಲೈಸನ್ಸ್ ಮೇಳ — [634, 1623, 1117, 1663]
ayurveda-camp-photo — [994, 1336, 1294, 1448]
trade-dateline: ಶಿವಮೊಗ್ಗ: — [634, 1681, 663, 1691]
rule — [268, 388, 1308, 389]
railway-headline: ಯಶವಂತಪುರ-ತಾಳಗುಪ್ಪ ವಿಶೇಷ ರೈಲು ಸೇವೆ ವಿಸ್ತರಣೆ : ಸಂಸದ ರಾಘವೇಂದ್ರ — [962, 93, 1291, 137]
rate-left-1: ರಾಶಿ-45,009-57,511 — [30, 234, 115, 244]
patrika-text: ತಾಲೂಕು ಕಾರ್ಯನಿರತ ಪತ್ರಕರ್ತರ ಸಂಘದ ಸಾಗರ ಶಾಖೆ ವತಿಯಿಂದ ಜು. 27ರಂದು ಬೆಳಗ್ಗೆ 10ಕ್ಕೆ ಜಂಬಗಾರಿನ ಬ್ರಾಹ್ಮಣ ಸ್ವಸಹಾಯ ಸಂಘದ ಸಭಾಭವನದಲ್ಲಿ ಪತ್ರಿಕಾ ದಿನಾಚರಣೆ, ನೂತನ ಪದಾಧಿಕಾರಿಗಳ ಪದಗ್ರಹಣ ಹಾಗೂ ಹಿರಿಯ ಪತ್ರಕರ್ತರಿಗೆ ಸನ್ಮಾನ ಕಾರ್ಯಕ್ರಮ ಆಯೋಜಿಸಲಾಗಿದೆ. ಶಾಸಕ ಗೋಪಾಲಕೃಷ್ಣ ಬೇಳೂರು ಕಾರ್ಯಕ್ರಮ ಉದ್ಘಾಟಿಸುವರು. ಸಂಘದ ಅಧ್ಯಕ್ಷ ಜಿ.ನಾಗೇಶ್ ಅಧ್ಯಕ್ಷತೆ ವಹಿಸಲಿದ್ದಾರೆ. ಹಿರಿಯ ಪತ್ರಕರ್ತರಾದ ಸಂತೋಷ್ ಕಾರ್ಗಲ್, ಗಿರೀಶ್ ರಾಯ್ಕರ್ ಅವರನ್ನು ಸನ್ಮಾನಿಸಲಾಗುವುದು. ವೇದಿಕೆಯಲ್ಲಿ ಸಂಘದ ಪದಾಧಿಕಾರಿಗಳು ಉಪಸ್ಥಿತರಿರುವರು. — [272, 1035, 658, 1081]
nanjunda-dateline: ಭದ್ರಾವತಿ: — [30, 1331, 58, 1341]
govinda-dateline: ತೀರ್ಥಹಳ್ಳಿ: — [30, 1061, 61, 1071]
adike-label: ಧಾರಣೆ — [128, 166, 183, 193]
rate-right-3: ಬಿಳೆಗೋಟು-10,700-26,465 — [140, 260, 245, 270]
pratibha-headline: ಪ್ರತಿಭಾ ಪುರಸ್ಕಾರಕ್ಕೆ ಅರ್ಜಿ — [30, 761, 170, 781]
top-caption-dateline: ಶಿಕಾರಿಪುರ: — [272, 93, 304, 103]
dam2-lines — [146, 338, 252, 386]
water-title: ಜಲಾಶಯಗಳ ನೀರಿನ ಮಟ್ಟ — [44, 298, 157, 313]
canara-event-photo — [216, 1648, 404, 1788]
kirusuddi-title: ಕಿರುಸುದ್ದಿ — [104, 112, 168, 137]
dam2-line-3: ಹೊರ ಹರಿವು-21,568 — [146, 375, 208, 384]
rates-left — [30, 220, 140, 272]
govinda-photo — [170, 1062, 254, 1176]
top-caption-body — [272, 92, 494, 372]
trade-body-col1 — [634, 1680, 784, 1992]
masthead — [0, 0, 1327, 84]
singer-text-cont2: ಯುವ ಗಾಯಕರನ್ನು ಗುರುತಿಸಿ ಪ್ರೋತ್ಸಾಹಿಸುವ ನಿಟ್ಟಿನಲ್ಲಿ ಕರ್ನಾಟಕ ಸ್ಟಾರ್ ಸಿಂಗರ್ ಸೀಸನ್-2 ರಾಜ್ಯಮಟ್ಟದ ಸ್ಪರ್ಧೆಯನ್ನು ಆಯೋಜಿಸಲಾಗಿದೆ ಎಂದು ಸಂಘಟಕರು ತಿಳಿಸಿದರು. ನಗರದಲ್ಲಿ ಕಾರ್ಯಕ್ರಮದ ಲಾಂಛನ ಮತ್ತು ಕರಪತ್ರ ಬಿಡುಗಡೆಗೊಳಿಸಿ ಮಾತನಾಡಿದ ಅವರು, ಜಿಲ್ಲಾ ಸಾಂಸ್ಕೃತಿಕ ಕಲಾವಿದರ ಸಂಘದ ಸಹಯೋಗದಲ್ಲಿ ಸ್ಪರ್ಧೆ ನಡೆಯಲಿದೆ. ವಿವಿಧ ವಯೋಮಾನದವರಿಗೆ ಪ್ರತ್ಯೇಕ ವಿಭಾಗಗಳಲ್ಲಿ ಸ್ಪರ್ಧೆ ಏರ್ಪಡಿಸಲಾಗಿದೆ. ಕರ್ನಾಟಕ ಸ್ಟಾರ್ ಸಿಂಗರ್ ಸೀಸನ್-2 ರಾಜ್ಯಮಟ್ಟದ ಸ್ಪರ್ಧೆಯಲ್ಲಿ ವಿಜೇತರಿಗೆ ಆಕರ್ಷಕ ಬಹುಮಾನ ನೀಡಲಾಗುವುದು. ಈ ಸಂದರ್ಭದಲ್ಲಿ ಸಂಘದ ಪದಾಧಿಕಾರಿಗಳು, ಕಲಾವಿದರು ಉಪಸ್ಥಿತರಿದ್ದರು. — [1138, 1047, 1304, 1177]
rate-left-2: ಬೆಟ್ಟೆ-55,399-59,399 — [30, 247, 116, 257]
trade-mela-photo — [800, 1684, 1122, 1812]
canara-dateline: ಆನಂದಪುರ: — [30, 1645, 64, 1655]
trade-text: ಟ್ರೇಡ್ ಲೈಸನ್ಸ್ ಮೇಳ ಅತ್ಯಂತ ಯಶಸ್ವಿಯಾಗಿ ನಡೆದಿದ್ದು, ನಗರದ ವರ್ತಕರು ವ್ಯಾಪಾರ ಪರವಾನಗಿ ನವೀಕರಣ ಮತ್ತು ಹೊಸ ಲೈಸನ್ಸ್ ಪಡೆಯಲು ಇದು ಸಹಕಾರಿಯಾಯಿತು ಎಂದು ಜಿಲ್ಲಾ ವಾಣಿಜ್ಯ ಮತ್ತು ಕೈಗಾರಿಕಾ ಸಂಘದ ಅಧ್ಯಕ್ಷ ಬಿ. ಗೋಪಿನಾಥ್ ಹೇಳಿದರು. ಮಹಾನಗರ ಪಾಲಿಕೆ ಸಹಯೋಗದಲ್ಲಿ ಸಂಘದ ಸಭಾಂಗಣದಲ್ಲಿ ಆಯೋಜಿಸಿದ್ದ ಮೇಳದಲ್ಲಿ ನೂರಾರು ವರ್ತಕರು ಭಾಗವಹಿಸಿ ಸೌಲಭ್ಯ ಪಡೆದುಕೊಂಡರು. ಒಂದೇ ಸೂರಿನಡಿ ಎಲ್ಲಾ ದಾಖಲೆ ಪರಿಶೀಲನೆ ನಡೆಸಿ ಸ್ಥಳದಲ್ಲೇ ಪರವಾನಗಿ ವಿತರಿಸಲಾಯಿತು. ಮುಂದಿನ ದಿನಗಳಲ್ಲಿಯೂ ಇಂತಹ ಮೇಳಗಳನ್ನು ಆಯೋಜಿಸಲಾಗುವುದು ಎಂದರು. ಸಂಘದ ಉಪಾಧ್ಯಕ್ಷ ಜೆ.ಆರ್.ವಾಸುದೇವ್, ಕಾರ್ಯದರ್ಶಿ ಜಿ.ವಿಜಯ್ ಕುಮಾರ್, ಖಜಾಂಚಿ ಆರ್.ಮನೋಹರ್, ದೇವರಾಜ್, ವಿಜಯಕುಮಾರ್, ಪಾಲಿಕೆ ಆಯುಕ್ತರು, ಅಧಿಕಾರಿಗಳು ಹಾಜರಿದ್ದರು. — [634, 1681, 784, 1859]
flooded-road-photo — [286, 1272, 648, 1468]
rates-right — [140, 220, 265, 285]
rule — [268, 986, 1308, 987]
masthead-left-rule — [28, 22, 31, 72]
singer-body-col2 — [840, 1182, 1130, 1286]
nanjunda-headline: ನಂಜುಂಡಸ್ವಾಮಿ ನಿಧನ — [60, 1301, 183, 1321]
singer-launch-photo — [840, 1046, 1130, 1176]
dam2-line-0: ಗರಿಷ್ಠ-186 ಅಡಿ — [146, 339, 189, 348]
ayurveda-body-col2 — [676, 1456, 1302, 1572]
shweta-photo — [168, 456, 252, 570]
rate-left-3: ಗೊರಬಲು-18,010-31,899 — [30, 260, 132, 270]
